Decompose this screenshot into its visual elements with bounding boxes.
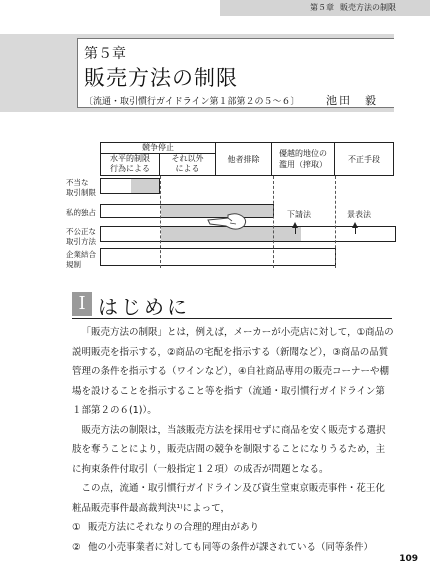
- row-label-monopoly: 私的独占: [66, 208, 96, 217]
- author-name: 池田 毅: [326, 94, 378, 107]
- divider-dashed-1: [160, 176, 161, 268]
- col-header-abuse: [271, 142, 335, 176]
- list-item: [72, 518, 394, 538]
- body-text: [72, 323, 394, 557]
- row-label-merger: 企業結合 規制: [66, 250, 96, 269]
- paragraph: 販売方法の制限は，当該販売方法を採用せずに商品を安く販売する選択肢を奪うことにより，販売店間の競争を制限することになりうるため，主に拘束条件付取引（一般指定１２項）の成否が問題となる。: [72, 424, 386, 475]
- list-item-number: ②: [72, 541, 81, 553]
- col-header-other-label: それ以外 による: [171, 154, 204, 173]
- page-number: 109: [399, 554, 418, 564]
- paragraph: この点，流通・取引慣行ガイドライン及び資生堂東京販売事件・花王化粧品販売事件最高裁判決¹⁾によって，: [72, 483, 385, 514]
- chapter-subtitle: 〔流通・取引慣行ガイドライン第１部第２の５～６〕: [84, 97, 300, 107]
- merger-bar: [100, 248, 336, 266]
- arrow-up-stem: [355, 228, 356, 234]
- col-header-other: [159, 153, 216, 176]
- header-competition-stop-label: 競争停止: [142, 143, 174, 152]
- section-title: はじめに: [98, 295, 190, 319]
- list-item-text: 他の小売事業者に対しても同等の条件が課されている（同等条件）: [88, 541, 374, 553]
- row-label-cartel: 不当な 取引制限: [66, 178, 96, 197]
- col-header-abuse-label: 優越的地位の 濫用（搾取）: [279, 149, 327, 169]
- col-header-exclusion: [215, 142, 272, 176]
- arrow-up-stem: [295, 228, 296, 234]
- col-header-unfair-means: [334, 142, 394, 176]
- running-head: [220, 0, 430, 16]
- col-header-unfair-means-label: 不正手段: [348, 155, 380, 164]
- list-item-number: ①: [72, 522, 81, 533]
- col-header-exclusion-label: 他者排除: [227, 155, 260, 164]
- pointing-hand-icon: [206, 206, 250, 232]
- running-head-title: 販売方法の制限: [340, 3, 396, 12]
- chapter-title-panel: [77, 38, 394, 108]
- running-head-chapter: 第５章: [310, 3, 334, 12]
- col-header-horizontal: [100, 153, 160, 176]
- annotation-subcontract-act: 下請法: [287, 210, 311, 219]
- paragraph: 「販売方法の制限」とは，例えば，メーカーが小売店に対して，①商品の説明販売を指示する，②商品の宅配を指示する（新聞など），③商品の品質管理の条件を指示する（ワインなど），④自社商品専用の販売コーナーや棚場を設けることを指示すること等を指す（流通・取引慣行ガイドライン第１部第２の６(1)）。: [72, 327, 394, 416]
- chapter-label: 第５章: [84, 46, 126, 62]
- section-heading: [72, 290, 392, 319]
- col-header-horizontal-label: 水平的制限 行為による: [110, 154, 150, 173]
- list-item-text: 販売方法にそれなりの合理的理由があり: [88, 522, 260, 533]
- law-coverage-diagram: [60, 142, 396, 270]
- section-number: Ⅰ: [72, 292, 92, 316]
- list-item: [72, 538, 394, 558]
- chapter-title: 販売方法の制限: [84, 66, 238, 90]
- row-label-unfair-trade: 不公正な 取引方法: [66, 227, 96, 246]
- cartel-shade: [131, 179, 159, 193]
- chapter-title-block: [0, 34, 394, 112]
- divider-dashed-3: [335, 176, 336, 268]
- divider-dashed-2: [273, 176, 274, 268]
- annotation-premiums-act: 景表法: [347, 210, 371, 219]
